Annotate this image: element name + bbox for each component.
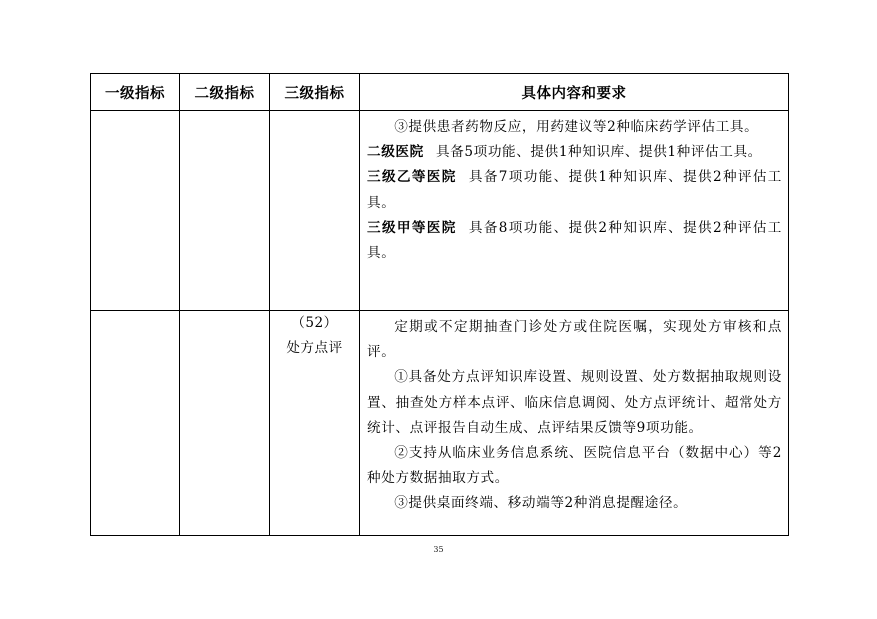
header-content: 具体内容和要求 bbox=[360, 74, 789, 111]
page-number: 35 bbox=[433, 545, 444, 554]
content-paragraph: ③提供患者药物反应，用药建议等2种临床药学评估工具。 bbox=[394, 119, 759, 135]
header-level3: 三级指标 bbox=[270, 74, 360, 111]
content-paragraph-level bbox=[367, 216, 782, 266]
cell-level1-empty bbox=[91, 111, 180, 311]
table-row bbox=[91, 311, 789, 536]
item-number: （52） bbox=[291, 315, 338, 331]
cell-level1-empty bbox=[91, 311, 180, 536]
content-paragraph: ①具备处方点评知识库设置、规则设置、处方数据抽取规则设置、抽查处方样本点评、临床信息调阅、处方点评统计、超常处方统计、点评报告自动生成、点评结果反馈等9项功能。 bbox=[367, 369, 782, 436]
cell-level2-empty bbox=[180, 311, 270, 536]
hospital-level-label: 三级乙等医院 bbox=[367, 169, 457, 186]
hospital-level-label: 二级医院 bbox=[367, 144, 424, 161]
content-paragraph: ②支持从临床业务信息系统、医院信息平台（数据中心）等2种处方数据抽取方式。 bbox=[367, 445, 782, 487]
hospital-level-label: 三级甲等医院 bbox=[367, 219, 457, 236]
indicator-table bbox=[90, 73, 789, 536]
content-block-row1 bbox=[360, 111, 788, 266]
header-level1: 一级指标 bbox=[91, 74, 180, 111]
cell-level3-empty bbox=[270, 111, 360, 311]
cell-level2-empty bbox=[180, 111, 270, 311]
header-level2: 二级指标 bbox=[180, 74, 270, 111]
content-paragraph-level bbox=[367, 140, 782, 165]
hospital-level-text: 具备8项功能、提供2种知识库、提供2种评估工具。 bbox=[367, 219, 782, 262]
content-paragraph-level bbox=[367, 165, 782, 215]
cell-content bbox=[360, 311, 789, 536]
content-paragraph: 定期或不定期抽查门诊处方或住院医嘱，实现处方审核和点评。 bbox=[367, 319, 782, 361]
content-block-row2 bbox=[360, 311, 788, 517]
table-row bbox=[91, 111, 789, 311]
cell-level3-item bbox=[270, 311, 360, 536]
hospital-level-text: 具备5项功能、提供1种知识库、提供1种评估工具。 bbox=[436, 144, 762, 161]
table-header-row bbox=[91, 74, 789, 111]
cell-content bbox=[360, 111, 789, 311]
hospital-level-text: 具备7项功能、提供1种知识库、提供2种评估工具。 bbox=[367, 169, 782, 211]
content-paragraph: ③提供桌面终端、移动端等2种消息提醒途径。 bbox=[394, 495, 688, 512]
item-name: 处方点评 bbox=[286, 340, 343, 356]
